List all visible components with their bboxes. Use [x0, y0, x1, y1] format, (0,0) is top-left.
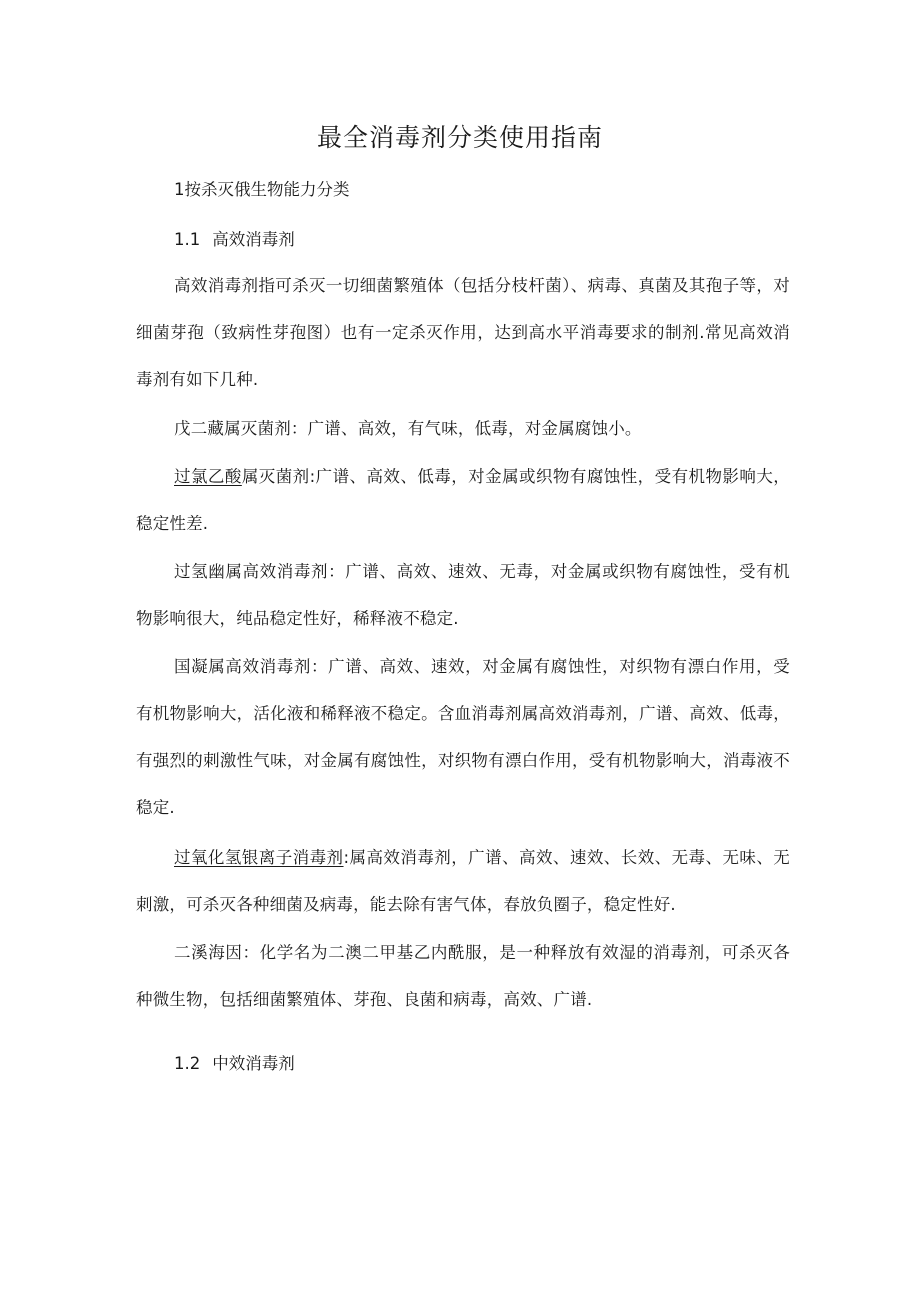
paragraph-text: 属灭菌剂:广谱、高效、低毒，对金属或织物有腐蚀性，受有机物影响大，稳定性差.	[136, 467, 790, 533]
paragraph-glutaraldehyde: 戊二藏属灭菌剂：广谱、高效，有气味，低毒，对金属腐蚀小。	[174, 419, 642, 438]
section-number: 1.1	[174, 230, 201, 249]
section-number: 1.2	[174, 1054, 201, 1073]
paragraph-hydantoin: 二溪海因：化学名为二澳二甲基乙内酰服，是一种释放有效湿的消毒剂，可杀灭各种微生物，包括细菌繁殖体、芽孢、良菌和病毒，高效、广谱.	[136, 943, 790, 1009]
paragraph-text: :属高效消毒剂，广谱、高效、速效、长效、无毒、无味、无刺激，可杀灭各种细菌及病毒，能去除有害气体，春放负圈子，稳定性好.	[136, 848, 790, 914]
section-label: 中效消毒剂	[212, 1054, 295, 1073]
section-heading-1-2	[174, 1050, 295, 1074]
section-heading-1-1	[174, 226, 295, 250]
paragraph-intro: 高效消毒剂指可杀灭一切细菌繁殖体（包括分枝杆菌）、病毒、真菌及其孢子等，对细菌芽孢（致病性芽孢图）也有一定杀灭作用，达到高水平消毒要求的制剂.常见高效消毒剂有如下几种.	[136, 276, 790, 389]
term-underlined: 过氧化氢银离子消毒剂	[174, 848, 344, 867]
paragraph-chlorine-dioxide: 国凝属高效消毒剂：广谱、高效、速效，对金属有腐蚀性，对织物有漂白作用，受有机物影响大，活化液和稀释液不稳定。含血消毒剂属高效消毒剂，广谱、高效、低毒，有强烈的刺激性气味，对金属有腐蚀性，对织物有漂白作用，受有机物影响大，消毒液不稳定.	[136, 657, 790, 817]
paragraph-silver-ion	[136, 834, 790, 928]
paragraph-peracetic-acid	[136, 453, 790, 547]
section-label: 高效消毒剂	[212, 230, 295, 249]
paragraph-hydrogen-peroxide: 过氢幽属高效消毒剂：广谱、高效、速效、无毒，对金属或织物有腐蚀性，受有机物影响很大，纯品稳定性好，稀释液不稳定.	[136, 562, 790, 628]
term-underlined: 过氯乙酸	[174, 467, 242, 486]
section-heading-1: 1按杀灭俄生物能力分类	[174, 180, 350, 199]
document-title: 最全消毒剂分类使用指南	[316, 123, 603, 152]
